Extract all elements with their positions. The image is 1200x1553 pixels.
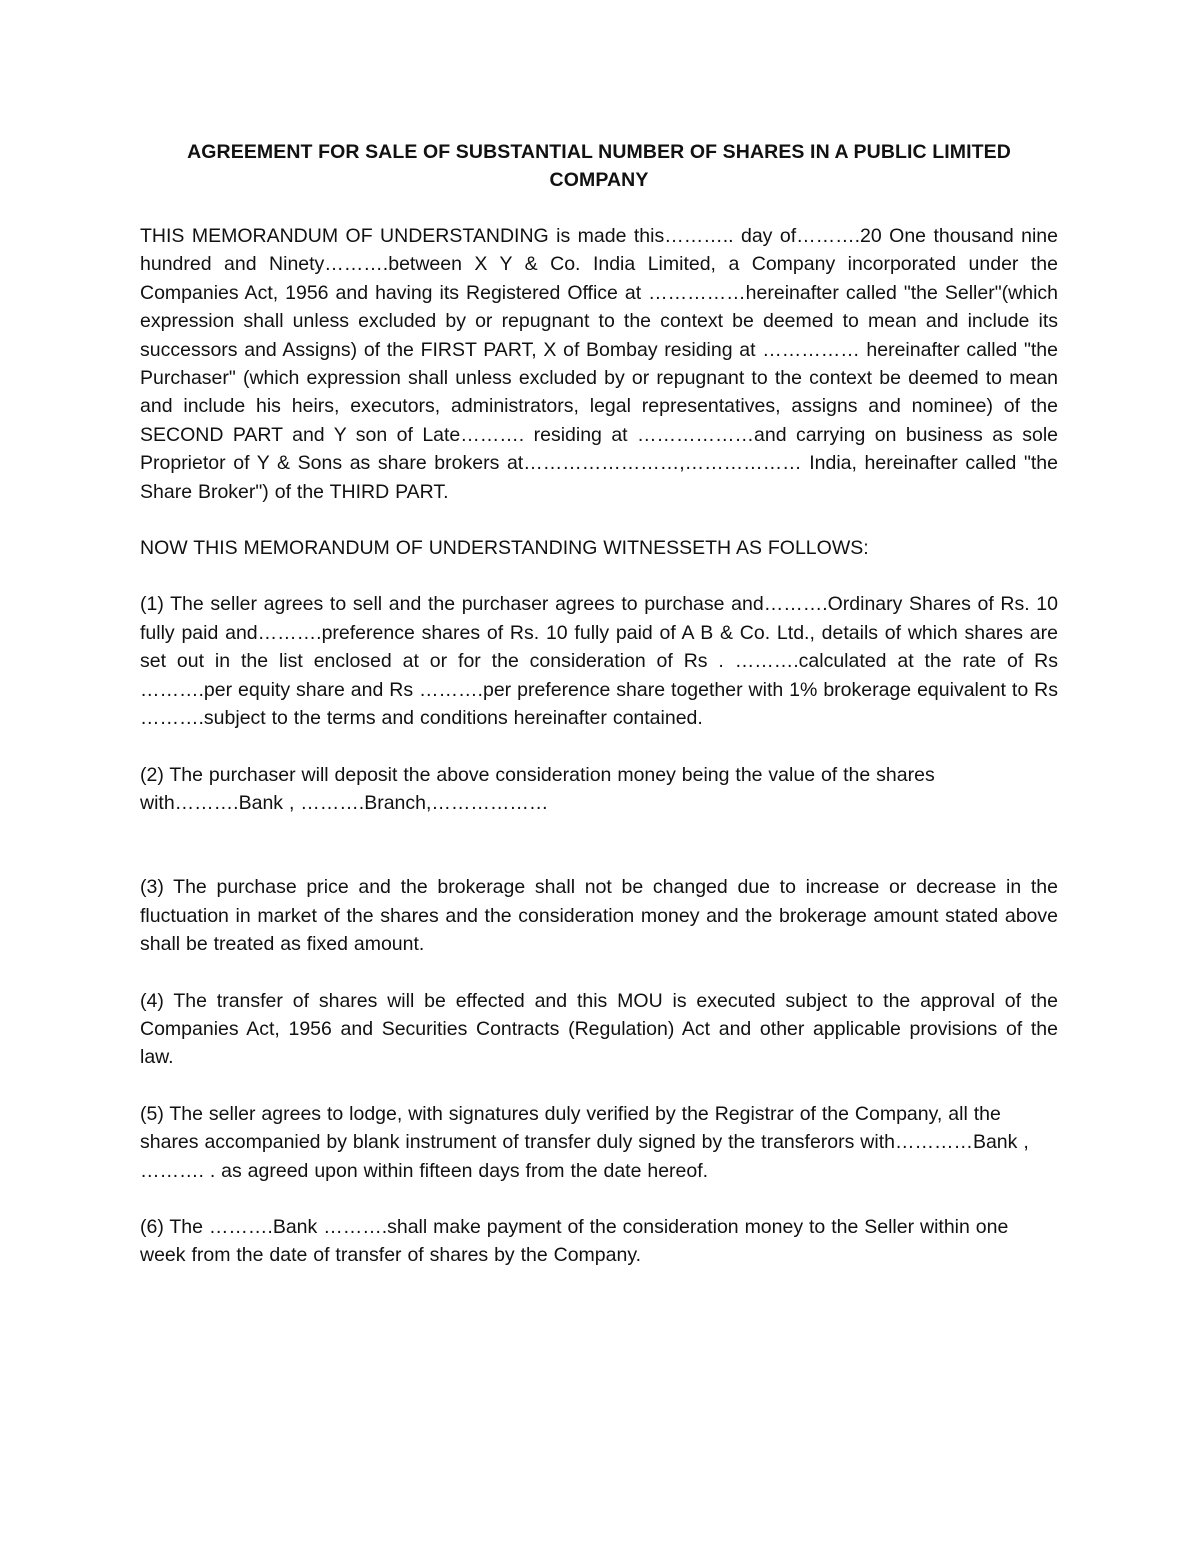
- clause-6: (6) The ……….Bank ……….shall make payment of the consideration money to the Seller within one week from the date of transfer of shares by the Company.: [140, 1215, 1009, 1267]
- spacer: [140, 1185, 1058, 1213]
- spacer: [140, 959, 1058, 987]
- spacer: [140, 733, 1058, 761]
- clause-2: (2) The purchaser will deposit the above consideration money being the value of the shares with……….Bank , ……….Branch,………………: [140, 763, 935, 814]
- spacer: [140, 506, 1058, 534]
- clause-5: (5) The seller agrees to lodge, with signatures duly verified by the Registrar of the Company, all the shares accompanied by blank instrument of transfer duly signed by the transferors with…………Bank , ………. . as agreed upon within fifteen days from the date hereof.: [140, 1102, 1029, 1182]
- document-title: AGREEMENT FOR SALE OF SUBSTANTIAL NUMBER OF SHARES IN A PUBLIC LIMITED COMPANY: [187, 141, 1011, 191]
- spacer: [140, 562, 1058, 590]
- document-page: [140, 138, 1058, 1270]
- clause-4: (4) The transfer of shares will be effected and this MOU is executed subject to the approval of the Companies Act, 1956 and Securities Contracts (Regulation) Act and other applicable provisions of the law.: [140, 989, 1058, 1069]
- clause-3: (3) The purchase price and the brokerage shall not be changed due to increase or decrease in the fluctuation in market of the shares and the consideration money and the brokerage amount stated above shall be treated as fixed amount.: [140, 876, 1058, 956]
- intro-paragraph: THIS MEMORANDUM OF UNDERSTANDING is made this……….. day of……….20 One thousand nine hundred and Ninety……….between X Y & Co. India Limited, a Company incorporated under the Companies Act, 1956 and having its Registered Office at ……………hereinafter called "the Seller"(which expression shall unless excluded by or repugnant to the context be deemed to mean and include its successors and Assigns) of the FIRST PART, X of Bombay residing at …………… hereinafter called "the Purchaser" (which expression shall unless excluded by or repugnant to the context be deemed to mean and include his heirs, executors, administrators, legal representatives, assigns and nominee) of the SECOND PART and Y son of Late………. residing at ………………and carrying on business as sole Proprietor of Y & Sons as share brokers at……………………,……………… India, hereinafter called "the Share Broker") of the THIRD PART.: [140, 225, 1058, 503]
- spacer: [140, 817, 1058, 873]
- clause-1: (1) The seller agrees to sell and the purchaser agrees to purchase and……….Ordinary Shares of Rs. 10 fully paid and……….preference shares of Rs. 10 fully paid of A B & Co. Ltd., details of which shares are set out in the list enclosed at or for the consideration of Rs . ……….calculated at the rate of Rs ……….per equity share and Rs ……….per preference share together with 1% brokerage equivalent to Rs ……….subject to the terms and conditions hereinafter contained.: [140, 593, 1058, 730]
- spacer: [140, 1072, 1058, 1100]
- spacer: [140, 194, 1058, 222]
- witnesseth-heading: NOW THIS MEMORANDUM OF UNDERSTANDING WITNESSETH AS FOLLOWS:: [140, 537, 869, 560]
